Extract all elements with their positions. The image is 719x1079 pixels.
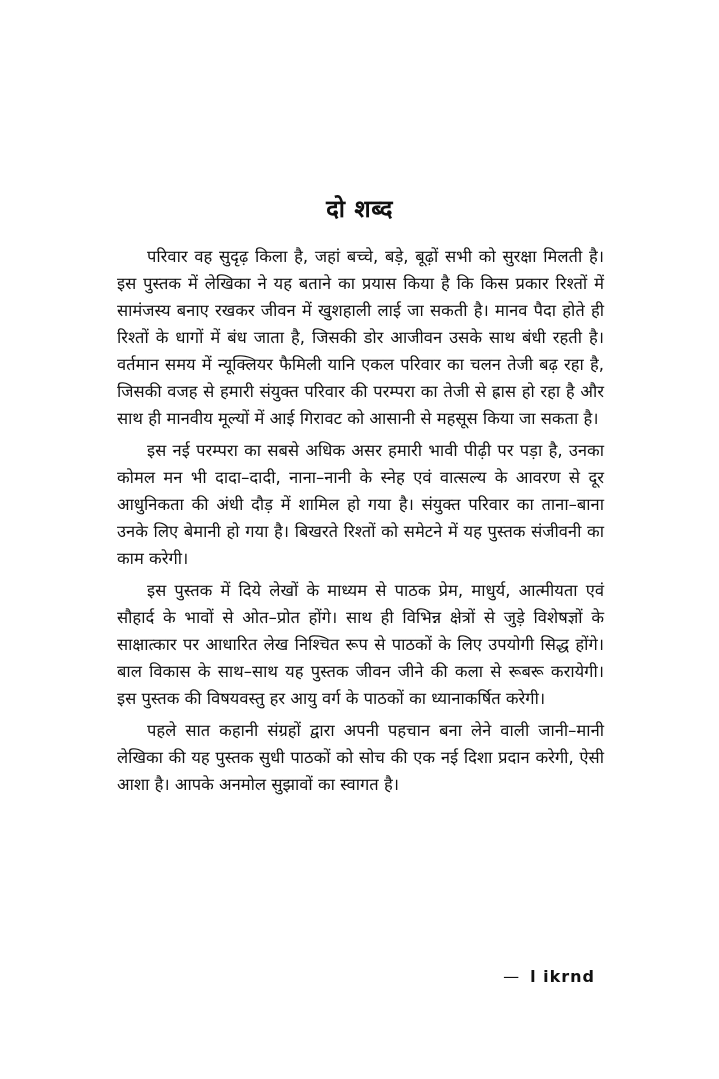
signature-dash: — <box>503 967 521 986</box>
paragraph-4: पहले सात कहानी संग्रहों द्वारा अपनी पहचान बना लेने वाली जानी–मानी लेखिका की यह पुस्तक सुधी पाठकों को सोच की एक नई दिशा प्रदान करेगी, ऐसी आशा है। आपके अनमोल सुझावों का स्वागत है। <box>117 721 604 794</box>
paragraph-1: परिवार वह सुदृढ़ किला है, जहां बच्चे, बड़े, बूढ़ों सभी को सुरक्षा मिलती है। इस पुस्तक में लेखिका ने यह बताने का प्रयास किया है कि किस प्रकार रिश्तों में सामंजस्य बनाए रखकर जीवन में खुशहाली लाई जा सकती है। मानव पैदा होते ही रिश्तों के धागों में बंध जाता है, जिसकी डोर आजीवन उसके साथ बंधी रहती है। वर्तमान समय में न्यूक्लियर फैमिली यानि एकल परिवार का चलन तेजी बढ़ रहा है, जिसकी वजह से हमारी संयुक्त परिवार की परम्परा का तेजी से ह्रास हो रहा है और साथ ही मानवीय मूल्यों में आई गिरावट को आसानी से महसूस किया जा सकता है। <box>117 247 604 428</box>
author-signature <box>503 967 595 986</box>
page-title: दो शब्द <box>326 195 393 223</box>
signature-name: l ikrnd <box>530 967 595 986</box>
paragraph-3: इस पुस्तक में दिये लेखों के माध्यम से पाठक प्रेम, माधुर्य, आत्मीयता एवं सौहार्द के भावों से ओत–प्रोत होंगे। साथ ही विभिन्न क्षेत्रों से जुड़े विशेषज्ञों के साक्षात्कार पर आधारित लेख निश्चित रूप से पाठकों के लिए उपयोगी सिद्ध होंगे। बाल विकास के साथ–साथ यह पुस्तक जीवन जीने की कला से रूबरू करायेगी। इस पुस्तक की विषयवस्तु हर आयु वर्ग के पाठकों का ध्यानाकर्षित करेगी। <box>117 581 604 708</box>
preface-body <box>117 243 604 803</box>
paragraph-2: इस नई परम्परा का सबसे अधिक असर हमारी भावी पीढ़ी पर पड़ा है, उनका कोमल मन भी दादा–दादी, नाना–नानी के स्नेह एवं वात्सल्य के आवरण से दूर आधुनिकता की अंधी दौड़ में शामिल हो गया है। संयुक्त परिवार का ताना–बाना उनके लिए बेमानी हो गया है। बिखरते रिश्तों को समेटने में यह पुस्तक संजीवनी का काम करेगी। <box>117 441 604 568</box>
